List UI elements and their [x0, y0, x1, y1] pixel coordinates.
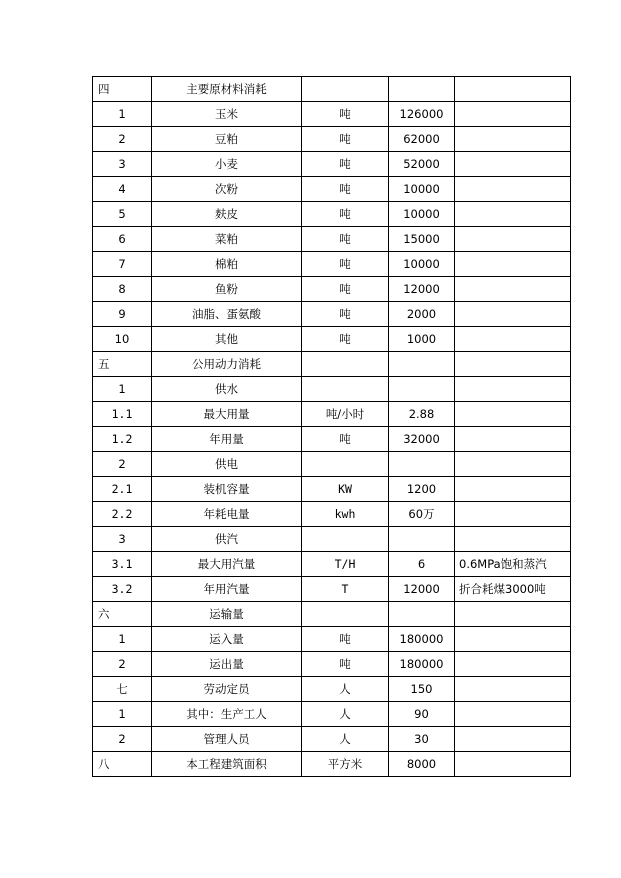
unit: [302, 602, 389, 627]
item-name: 公用动力消耗: [152, 352, 302, 377]
table-row: [93, 402, 571, 427]
quantity: 12000: [389, 277, 455, 302]
quantity: [389, 602, 455, 627]
row-number: 六: [93, 602, 152, 627]
remark: [455, 302, 571, 327]
item-name: 运输量: [152, 602, 302, 627]
remark: [455, 502, 571, 527]
table-row: [93, 427, 571, 452]
row-number: 1: [93, 377, 152, 402]
row-number: 2.1: [93, 477, 152, 502]
remark: [455, 152, 571, 177]
unit: 吨: [302, 302, 389, 327]
item-name: 年用汽量: [152, 577, 302, 602]
remark: [455, 627, 571, 652]
consumption-table: [92, 76, 571, 777]
remark: [455, 352, 571, 377]
item-name: 年用量: [152, 427, 302, 452]
quantity: [389, 77, 455, 102]
table-row: [93, 602, 571, 627]
quantity: 10000: [389, 202, 455, 227]
unit: [302, 377, 389, 402]
row-number: 1.2: [93, 427, 152, 452]
remark: 0.6MPa饱和蒸汽: [455, 552, 571, 577]
item-name: 运入量: [152, 627, 302, 652]
quantity: [389, 452, 455, 477]
unit: [302, 452, 389, 477]
item-name: 菜粕: [152, 227, 302, 252]
table-body: [93, 77, 571, 777]
quantity: [389, 527, 455, 552]
unit: [302, 527, 389, 552]
row-number: 1: [93, 627, 152, 652]
remark: [455, 452, 571, 477]
row-number: 2: [93, 127, 152, 152]
item-name: 最大用汽量: [152, 552, 302, 577]
unit: KW: [302, 477, 389, 502]
item-name: 劳动定员: [152, 677, 302, 702]
remark: [455, 727, 571, 752]
quantity: 6: [389, 552, 455, 577]
remark: [455, 127, 571, 152]
item-name: 鱼粉: [152, 277, 302, 302]
unit: 吨: [302, 252, 389, 277]
quantity: 1200: [389, 477, 455, 502]
row-number: 1.1: [93, 402, 152, 427]
remark: [455, 527, 571, 552]
quantity: 1000: [389, 327, 455, 352]
quantity: 10000: [389, 252, 455, 277]
remark: [455, 327, 571, 352]
item-name: 次粉: [152, 177, 302, 202]
item-name: 豆粕: [152, 127, 302, 152]
remark: [455, 752, 571, 777]
row-number: 1: [93, 102, 152, 127]
row-number: 七: [93, 677, 152, 702]
unit: 吨: [302, 127, 389, 152]
quantity: 90: [389, 702, 455, 727]
row-number: 2: [93, 727, 152, 752]
remark: [455, 652, 571, 677]
unit: 吨: [302, 202, 389, 227]
row-number: 2: [93, 452, 152, 477]
row-number: 2: [93, 652, 152, 677]
remark: [455, 677, 571, 702]
row-number: 3: [93, 527, 152, 552]
table-row: [93, 552, 571, 577]
item-name: 装机容量: [152, 477, 302, 502]
quantity: 2.88: [389, 402, 455, 427]
item-name: 玉米: [152, 102, 302, 127]
item-name: 本工程建筑面积: [152, 752, 302, 777]
item-name: 供电: [152, 452, 302, 477]
remark: [455, 202, 571, 227]
unit: 平方米: [302, 752, 389, 777]
unit: kwh: [302, 502, 389, 527]
table-row: [93, 102, 571, 127]
unit: 吨: [302, 427, 389, 452]
quantity: 62000: [389, 127, 455, 152]
row-number: 4: [93, 177, 152, 202]
remark: [455, 427, 571, 452]
item-name: 麸皮: [152, 202, 302, 227]
item-name: 供汽: [152, 527, 302, 552]
unit: 吨: [302, 102, 389, 127]
quantity: 32000: [389, 427, 455, 452]
row-number: 9: [93, 302, 152, 327]
unit: 吨/小时: [302, 402, 389, 427]
table-row: [93, 452, 571, 477]
item-name: 年耗电量: [152, 502, 302, 527]
item-name: 其中：生产工人: [152, 702, 302, 727]
item-name: 棉粕: [152, 252, 302, 277]
table-row: [93, 77, 571, 102]
quantity: 52000: [389, 152, 455, 177]
unit: 吨: [302, 627, 389, 652]
remark: [455, 402, 571, 427]
remark: [455, 102, 571, 127]
row-number: 5: [93, 202, 152, 227]
quantity: 10000: [389, 177, 455, 202]
quantity: 2000: [389, 302, 455, 327]
unit: 人: [302, 727, 389, 752]
remark: [455, 177, 571, 202]
unit: T/H: [302, 552, 389, 577]
remark: [455, 702, 571, 727]
row-number: 8: [93, 277, 152, 302]
table-row: [93, 377, 571, 402]
unit: [302, 77, 389, 102]
row-number: 7: [93, 252, 152, 277]
quantity: [389, 377, 455, 402]
unit: 吨: [302, 327, 389, 352]
table-row: [93, 227, 571, 252]
quantity: 60万: [389, 502, 455, 527]
table-row: [93, 527, 571, 552]
remark: [455, 602, 571, 627]
unit: 人: [302, 702, 389, 727]
remark: [455, 377, 571, 402]
row-number: 3: [93, 152, 152, 177]
table-row: [93, 677, 571, 702]
row-number: 2.2: [93, 502, 152, 527]
quantity: 8000: [389, 752, 455, 777]
table-row: [93, 327, 571, 352]
table-row: [93, 202, 571, 227]
row-number: 五: [93, 352, 152, 377]
remark: [455, 77, 571, 102]
table-row: [93, 177, 571, 202]
quantity: [389, 352, 455, 377]
table-row: [93, 302, 571, 327]
item-name: 供水: [152, 377, 302, 402]
row-number: 3.1: [93, 552, 152, 577]
table-row: [93, 727, 571, 752]
table-row: [93, 252, 571, 277]
unit: 吨: [302, 152, 389, 177]
row-number: 四: [93, 77, 152, 102]
item-name: 管理人员: [152, 727, 302, 752]
table-row: [93, 152, 571, 177]
remark: [455, 252, 571, 277]
remark: [455, 477, 571, 502]
document-page: [92, 76, 570, 777]
quantity: 126000: [389, 102, 455, 127]
table-row: [93, 652, 571, 677]
unit: 吨: [302, 177, 389, 202]
item-name: 最大用量: [152, 402, 302, 427]
unit: 人: [302, 677, 389, 702]
quantity: 12000: [389, 577, 455, 602]
unit: 吨: [302, 227, 389, 252]
table-row: [93, 127, 571, 152]
unit: 吨: [302, 652, 389, 677]
row-number: 3.2: [93, 577, 152, 602]
unit: T: [302, 577, 389, 602]
quantity: 180000: [389, 652, 455, 677]
table-row: [93, 627, 571, 652]
quantity: 30: [389, 727, 455, 752]
row-number: 10: [93, 327, 152, 352]
item-name: 运出量: [152, 652, 302, 677]
remark: [455, 227, 571, 252]
item-name: 其他: [152, 327, 302, 352]
table-row: [93, 502, 571, 527]
table-row: [93, 477, 571, 502]
table-row: [93, 577, 571, 602]
table-row: [93, 277, 571, 302]
table-row: [93, 352, 571, 377]
row-number: 1: [93, 702, 152, 727]
table-row: [93, 702, 571, 727]
item-name: 油脂、蛋氨酸: [152, 302, 302, 327]
remark: [455, 277, 571, 302]
row-number: 6: [93, 227, 152, 252]
unit: [302, 352, 389, 377]
table-row: [93, 752, 571, 777]
quantity: 150: [389, 677, 455, 702]
row-number: 八: [93, 752, 152, 777]
quantity: 15000: [389, 227, 455, 252]
unit: 吨: [302, 277, 389, 302]
quantity: 180000: [389, 627, 455, 652]
item-name: 小麦: [152, 152, 302, 177]
remark: 折合耗煤3000吨: [455, 577, 571, 602]
item-name: 主要原材料消耗: [152, 77, 302, 102]
